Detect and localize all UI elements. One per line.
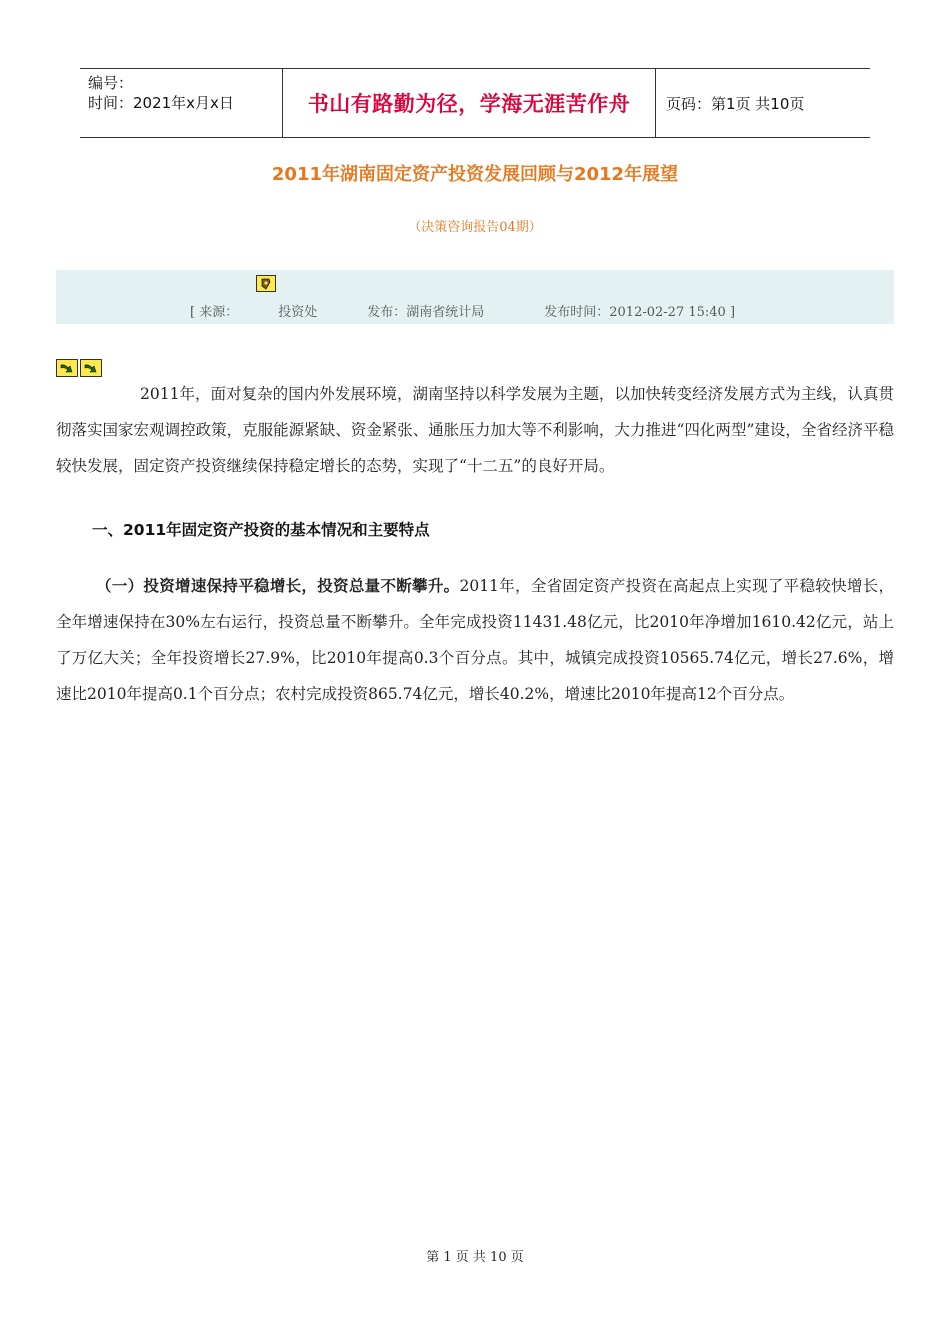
source-line [190, 301, 735, 320]
document-time-label: 时间：2021年x月x日 [88, 94, 234, 112]
arrow-icons [56, 359, 102, 377]
section-heading: 一、2011年固定资产投资的基本情况和主要特点 [92, 521, 430, 539]
arrow-right-icon [56, 359, 78, 377]
subsection-heading: （一）投资增速保持平稳增长，投资总量不断攀升。 [96, 577, 460, 595]
arrow-right-icon [80, 359, 102, 377]
page-number-label: 页码：第1页 共10页 [666, 94, 805, 113]
publisher-text: 发布：湖南省统计局 [367, 305, 485, 320]
subsection-body: 2011年，全省固定资产投资在高起点上实现了平稳较快增长，全年增速保持在30%左右运行，投资总量不断攀升。全年完成投资11431.48亿元，比2010年净增加1610.42亿元，站上了万亿大关；全年投资增长27.9%，比2010年提高0.3个百分点。其中，城镇完成投资10565.74亿元，增长27.6%，增速比2010年提高0.1个百分点；农村完成投资865.74亿元，增长40.2%，增速比2010年提高12个百分点。 [56, 577, 894, 703]
subsection-paragraph [56, 568, 894, 712]
header-table [80, 68, 870, 138]
source-value: 投资处 [278, 305, 318, 320]
publish-time: 发布时间：2012-02-27 15:40 [544, 305, 726, 320]
article-subtitle: （决策咨询报告04期） [408, 220, 542, 235]
header-info-cell [80, 69, 282, 137]
motto-text: 书山有路勤为径，学海无涯苦作舟 [307, 92, 631, 116]
source-bracket-open: [ [190, 305, 200, 320]
header-motto-cell [282, 69, 656, 137]
page-footer: 第 1 页 共 10 页 [426, 1250, 524, 1265]
source-bracket-close: ] [725, 305, 736, 320]
article-title: 2011年湖南固定资产投资发展回顾与2012年展望 [271, 164, 679, 185]
print-icon[interactable] [256, 275, 276, 292]
header-page-cell [656, 69, 870, 137]
document-number-label: 编号： [88, 74, 134, 92]
intro-paragraph: 2011年，面对复杂的国内外发展环境，湖南坚持以科学发展为主题，以加快转变经济发展方式为主线，认真贯彻落实国家宏观调控政策，克服能源紧缺、资金紧张、通胀压力加大等不利影响，大力推进“四化两型”建设，全省经济平稳较快发展，固定资产投资继续保持稳定增长的态势，实现了“十二五”的良好开局。 [56, 385, 894, 475]
source-label: 来源： [199, 305, 239, 320]
